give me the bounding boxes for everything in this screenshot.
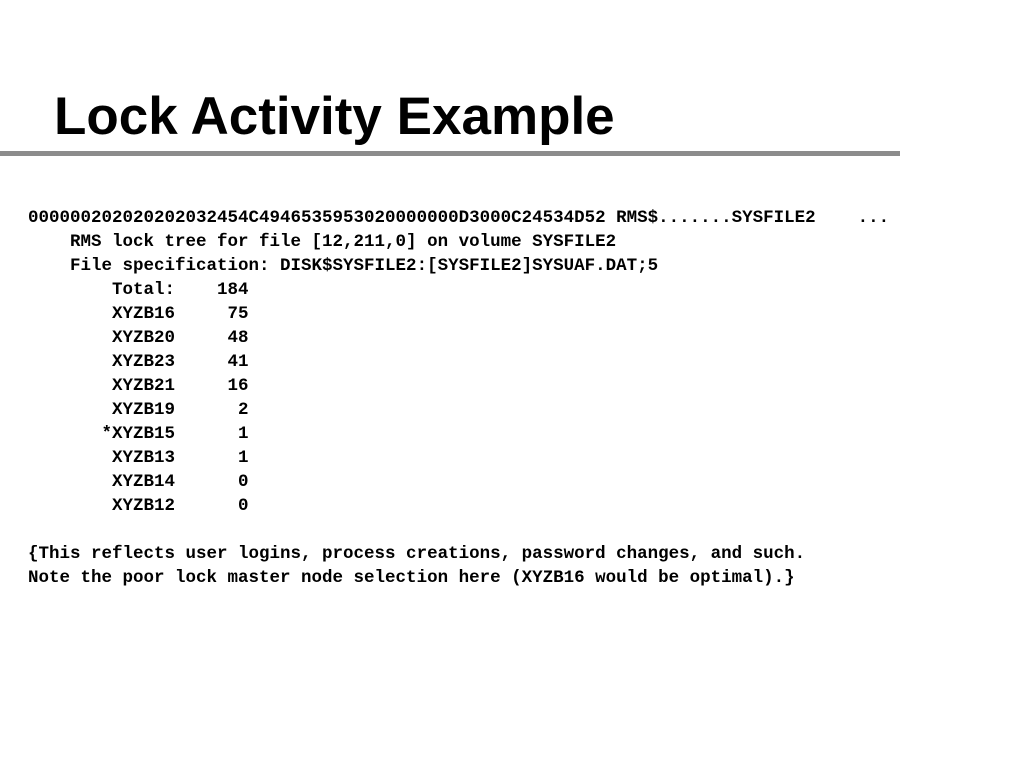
node-line-xyzb20: XYZB20 48: [28, 328, 249, 348]
node-line-xyzb19: XYZB19 2: [28, 400, 249, 420]
node-line-xyzb23: XYZB23 41: [28, 352, 249, 372]
note-line-1: {This reflects user logins, process creations, password changes, and such.: [28, 544, 806, 564]
blank-line: [28, 518, 889, 542]
node-line-xyzb15-master: *XYZB15 1: [28, 424, 249, 444]
node-line-xyzb21: XYZB21 16: [28, 376, 249, 396]
node-line-xyzb14: XYZB14 0: [28, 472, 249, 492]
title-divider: [0, 151, 900, 156]
note-line-2: Note the poor lock master node selection here (XYZB16 would be optimal).}: [28, 568, 795, 588]
file-spec-line: File specification: DISK$SYSFILE2:[SYSFILE2]SYSUAF.DAT;5: [28, 256, 659, 276]
node-line-xyzb12: XYZB12 0: [28, 496, 249, 516]
lock-tree-line: RMS lock tree for file [12,211,0] on volume SYSFILE2: [28, 232, 617, 252]
node-line-xyzb16: XYZB16 75: [28, 304, 249, 324]
node-line-xyzb13: XYZB13 1: [28, 448, 249, 468]
slide-title: Lock Activity Example: [54, 87, 615, 146]
total-line: Total: 184: [28, 280, 249, 300]
hex-dump-line: 000000202020202032454C4946535953020000000D3000C24534D52 RMS$.......SYSFILE2 ...: [28, 208, 890, 228]
lock-activity-listing: [28, 206, 889, 590]
